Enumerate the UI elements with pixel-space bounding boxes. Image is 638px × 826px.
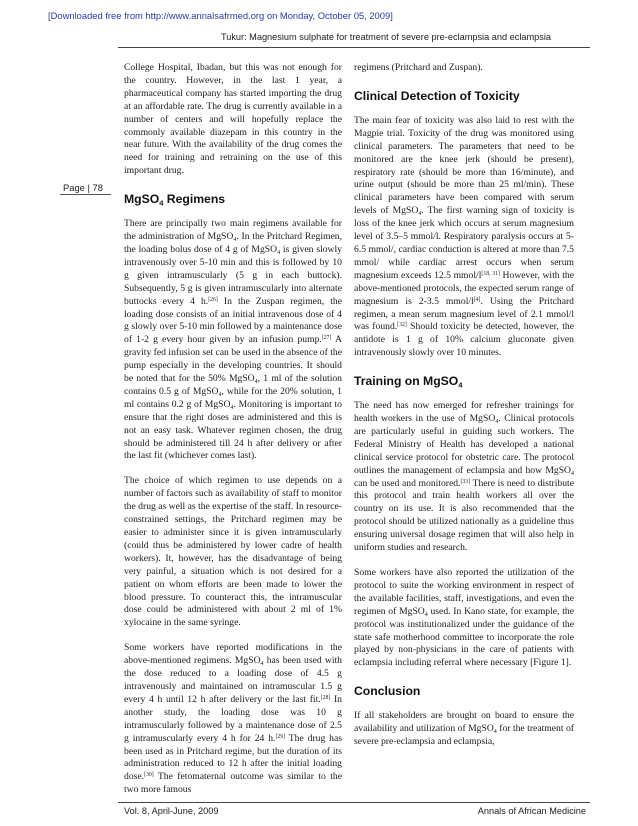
page-number-rule (60, 194, 111, 195)
paragraph-training: The need has now emerged for refresher trainings for health workers in the use of MgSO$_4$. Clinical protocols are particularly useful in guiding such workers. The Federal Ministry of Health has developed a national clinical service protocol for obstetric care. The protocol outlines the management of eclampsia and how MgSO$_4$ can be used and monitored.[33] There is need to distribute this protocol and train health workers all over the country on its use. It is also recommended that the protocol should be utilized nationally as a guideline thus ensuring universal dosage regimen that will also help in uniform studies and research. (354, 400, 575, 554)
download-banner: [Downloaded free from http://www.annalsafrmed.org on Monday, October 05, 2009] (48, 10, 393, 21)
footer-journal-name: Annals of African Medicine (477, 806, 586, 816)
paragraph-intro: College Hospital, Ibadan, but this was not enough for the country. However, in the last 1 year, a pharmaceutical company has started importing the drug at an affordable rate. The drug is currently available in a number of centers and will hopefully replace the commonly available diazepam in this country in the near future. With the availability of the drug comes the need for training and retraining on the use of this important drug. (124, 62, 342, 177)
right-column (354, 62, 574, 749)
footer-volume-info: Vol. 8, April-June, 2009 (124, 806, 219, 816)
left-column (124, 62, 342, 797)
header-rule (118, 47, 590, 48)
heading-mgso4-regimens: MgSO$_4$ Regimens (124, 192, 226, 208)
paragraph-modifications: Some workers have reported modifications in the above-mentioned regimens. MgSO$_4$ has been used with the dose reduced to a loading dose of 4.5 g intravenously and maintained on intramuscular 1.5 g every 4 h until 12 h after delivery or the last fit.[28] In another study, the loading dose was 10 g intramuscularly followed by a maintenance dose of 2.5 g intramuscularly every 4 h for 24 h.[29] The drug has been used as in Pritchard regime, but the duration of its administration reduced to 12 h after the initial loading dose.[30] The fetomaternal outcome was similar to the two more famous (124, 642, 342, 796)
footer-rule (118, 802, 590, 803)
heading-training-on-mgso4: Training on MgSO$_4$ (354, 374, 463, 390)
paragraph-protocol-utilization: Some workers have also reported the utilization of the protocol to suite the working environment in respect of the available facilities, staff, investigations, and even the regimen of MgSO$_4$ used. In Kano state, for example, the protocol was institutionalized under the guidance of the state safe motherhood committee to incorporate the role played by non-physicians in the care of patients with eclampsia including referral where necessary [Figure 1]. (354, 567, 574, 669)
paragraph-continuation: regimens (Pritchard and Zuspan). (354, 62, 483, 73)
heading-conclusion: Conclusion (354, 684, 421, 699)
page-number-label: Page | 78 (63, 182, 103, 193)
paragraph-conclusion: If all stakeholders are brought on board to ensure the availability and utilization of MgSO$_4$ for the treatment of severe pre-eclampsia and eclampsia, (354, 710, 574, 748)
paragraph-toxicity: The main fear of toxicity was also laid to rest with the Magpie trial. Toxicity of the drug was monitored using clinical parameters. The parameters that need to be monitored are the knee jerk (should be present), respiratory rate (should be more than 16/minute), and urine output (should be more than 25 ml/min). These clinical parameters have been compared with serum levels of MgSO$_4$. The first warning sign of toxicity is loss of the knee jerk which occurs at serum magnesium level of 3.5–5 mmol/l. Respiratory paralysis occurs at 5-6.5 mmol/, cardiac conduction is altered at more than 7.5 mmol/ while cardiac arrest occurs when serum magnesium exceeds 12.5 mmol/l[18, 31] However, with the above-mentioned protocols, the expected serum range of magnesium is 2-3.5 mmol/l[4]. Using the Pritchard regimen, a mean serum magnesium level of 2.1 mmol/l was found.[32] Should toxicity be detected, however, the antidote is 1 g of 10% calcium gluconate given intravenously slowly over 10 minutes. (354, 114, 574, 359)
heading-clinical-detection-of-toxicity: Clinical Detection of Toxicity (354, 88, 520, 103)
running-header: Tukur: Magnesium sulphate for treatment of severe pre-eclampsia and eclampsia (220, 32, 551, 42)
paragraph-regimen-choice: The choice of which regimen to use depends on a number of factors such as availability of staff to monitor the drug as well as the expertise of the staff. In resource-constrained settings, the Pritchard regimen may be easier to administer since it is given intramuscularly (could thus be administered by lower cadre of health workers). It, however, has the disadvantage of being very painful, a situation which is not desired for a patient on whom efforts are been made to lower the blood pressure. To counteract this, the intramuscular dose could be administered with about 2 ml of 1% xylocaine in the same syringe. (124, 475, 342, 629)
paragraph-regimens: There are principally two main regimens available for the administration of MgSO$_4$. In the Pritchard Regimen, the loading bolus dose of 4 g of MgSO$_4$ is given slowly intravenously over 5-10 min and this is followed by 10 g given intramuscularly (5 g in each buttock). Subsequently, 5 g is given intramuscularly into alternate buttocks every 4 h.[26] In the Zuspan regimen, the loading dose consists of an initial intravenous dose of 4 g slowly over 5-10 min followed by a maintenance dose of 1-2 g every hour given by an infusion pump.[27] A gravity fed infusion set can be used in the absence of the pump especially in the developing countries. It should be noted that for the 50% MgSO$_4$, 1 ml of the solution contains 0.5 g of MgSO$_4$, while for the 20% solution, 1 ml contains 0.2 g of MgSO$_4$. Monitoring is important to ensure that the right doses are administered and this is not an easy task. Whatever regimen chosen, the drug should be administered till 24 h after delivery or after the last fit (whichever comes last). (124, 218, 343, 462)
